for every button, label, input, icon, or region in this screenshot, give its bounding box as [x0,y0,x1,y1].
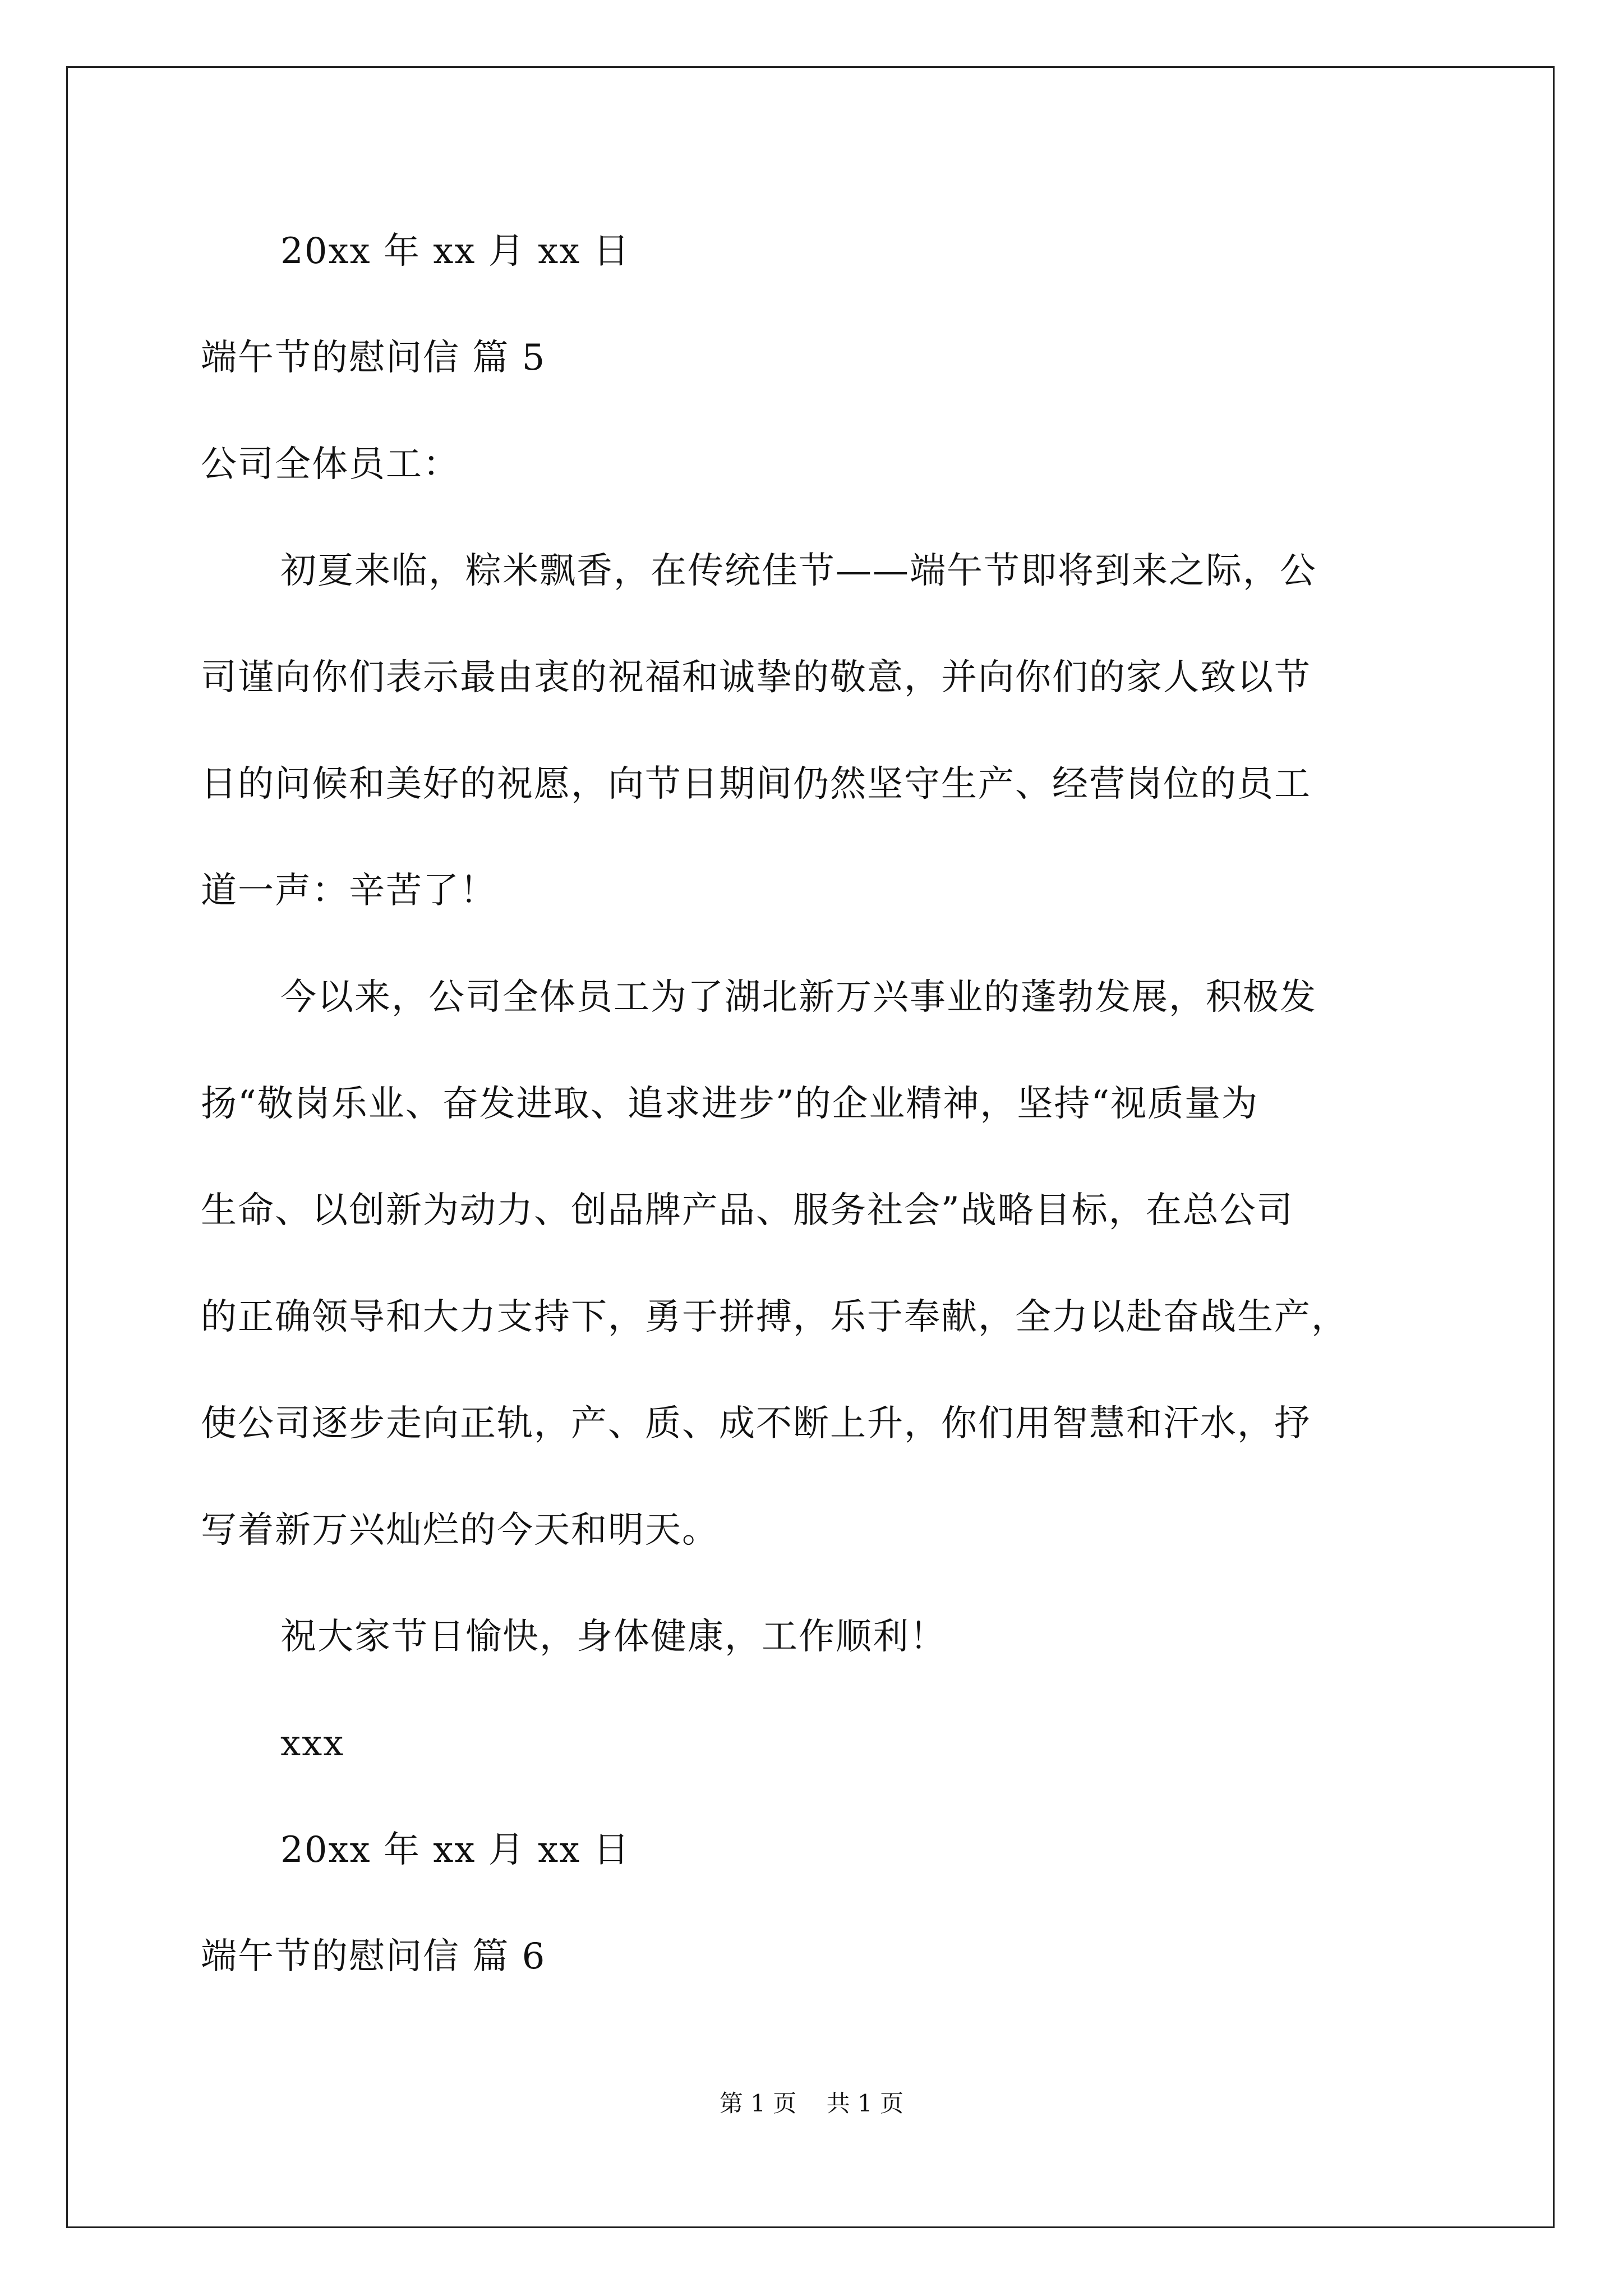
section-title: 端午节的慰问信 篇 5 [201,337,546,379]
paragraph-line: 扬“敬岗乐业、奋发进取、追求进步”的企业精神，坚持“视质量为 [201,1083,1259,1125]
paragraph-line: 生命、以创新为动力、创品牌产品、服务社会”战略目标，在总公司 [201,1190,1294,1231]
paragraph-line: 今以来，公司全体员工为了湖北新万兴事业的蓬勃发展，积极发 [280,977,1317,1018]
signature: xxx [280,1723,345,1764]
paragraph-line: 日的问候和美好的祝愿，向节日期间仍然坚守生产、经营岗位的员工 [201,763,1311,805]
date-line: 20xx 年 xx 月 xx 日 [280,231,630,272]
date-line: 20xx 年 xx 月 xx 日 [280,1829,630,1871]
page-footer: 第 1 页 共 1 页 [719,2090,904,2117]
closing-wish: 祝大家节日愉快，身体健康，工作顺利！ [280,1616,947,1658]
page-border [66,66,1555,2228]
paragraph-line: 道一声：辛苦了！ [201,870,497,912]
paragraph-line: 初夏来临，粽米飘香，在传统佳节——端午节即将到来之际，公 [280,550,1317,592]
salutation: 公司全体员工： [201,444,460,485]
section-title: 端午节的慰问信 篇 6 [201,1936,546,1977]
paragraph-line: 写着新万兴灿烂的今天和明天。 [201,1510,719,1551]
paragraph-line: 使公司逐步走向正轨，产、质、成不断上升，你们用智慧和汗水，抒 [201,1403,1311,1444]
paragraph-line: 司谨向你们表示最由衷的祝福和诚挚的敬意，并向你们的家人致以节 [201,657,1311,698]
paragraph-line: 的正确领导和大力支持下，勇于拼搏，乐于奉献，全力以赴奋战生产， [201,1296,1348,1338]
